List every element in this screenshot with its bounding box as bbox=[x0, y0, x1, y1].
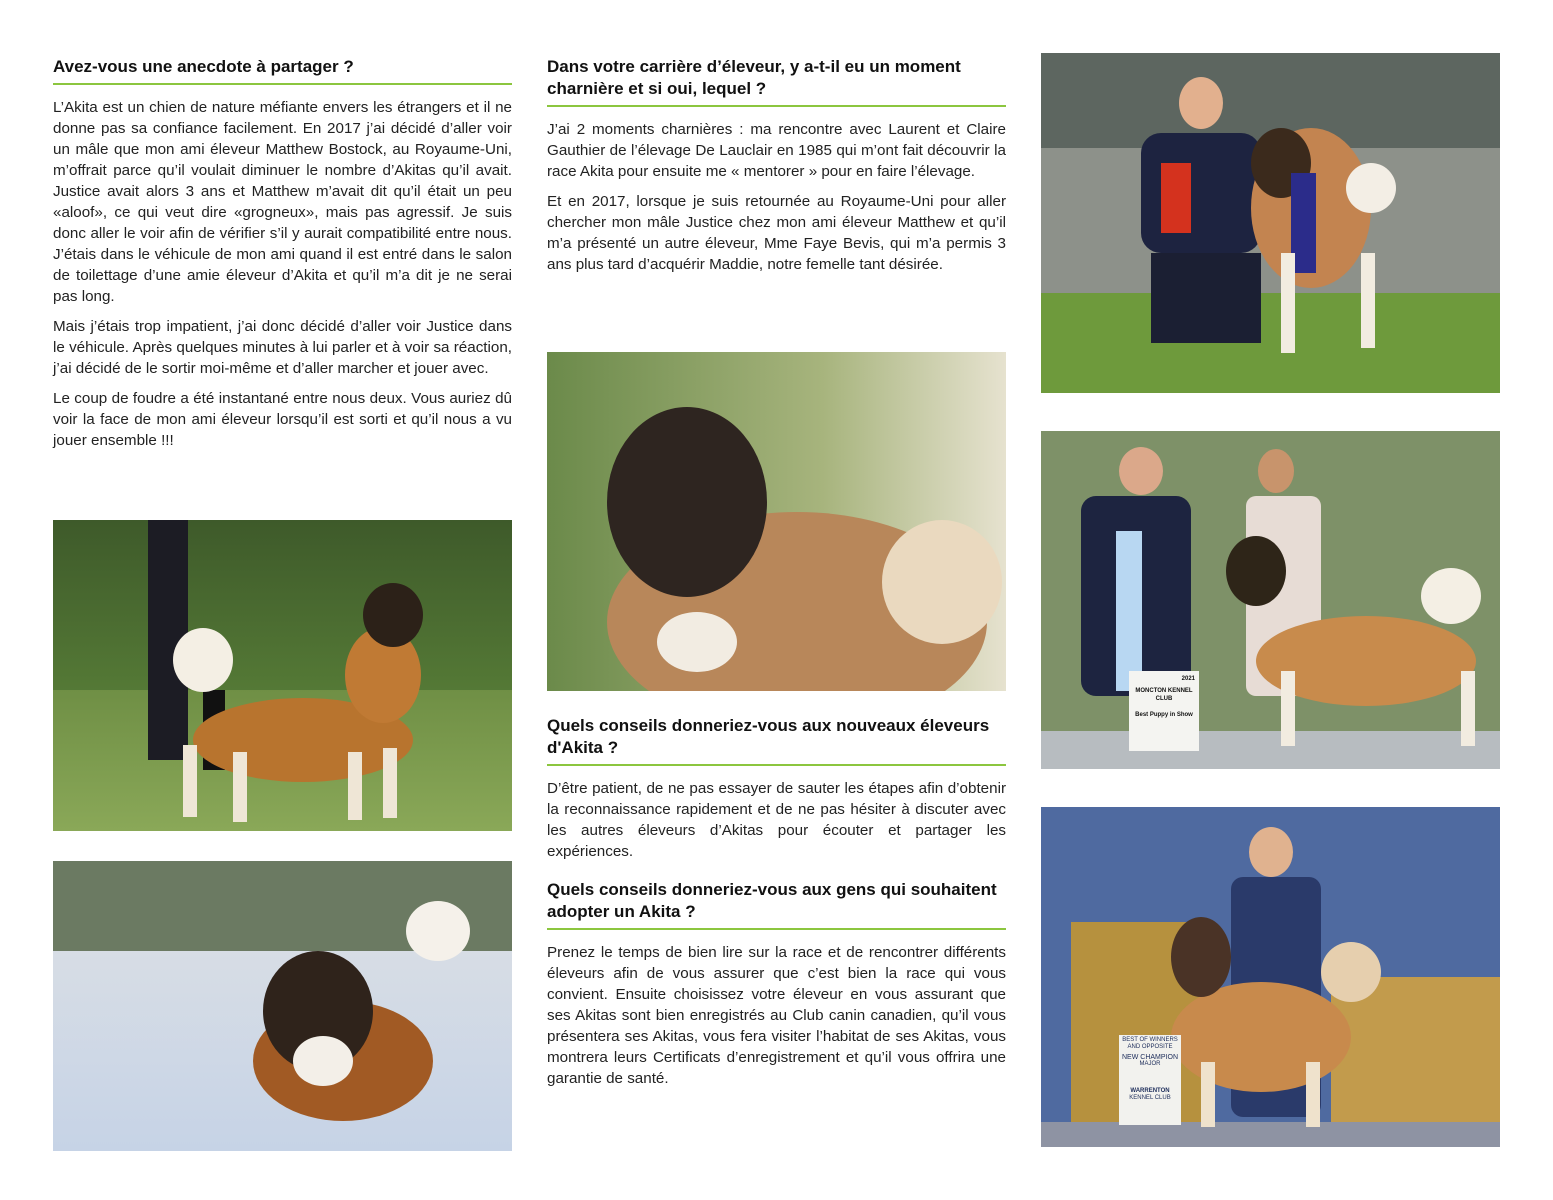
photo-man-with-akita-ribbons bbox=[1041, 53, 1500, 393]
photo-akita-head-closeup bbox=[547, 352, 1006, 691]
warrenton-sign-sub: KENNEL CLUB bbox=[1129, 1095, 1171, 1101]
warrenton-sign-line2: NEW CHAMPION bbox=[1122, 1054, 1178, 1061]
photo-akita-standing-grass bbox=[53, 520, 512, 831]
new-breeders-heading: Quels conseils donneriez-vous aux nouveaux éleveurs d'Akita ? bbox=[547, 715, 1006, 766]
photo-akita-snow bbox=[53, 861, 512, 1151]
moncton-sign-club: MONCTON KENNEL CLUB bbox=[1135, 688, 1193, 702]
column-middle-lower bbox=[547, 715, 1006, 1089]
adopters-paragraph: Prenez le temps de bien lire sur la race et de rencontrer différents éleveurs afin de vous assurer que c’est bien la race qui vous convient. Ensuite choisissez votre éleveur en vous assurant que ses Akitas sont bien enregistrés au Club canin canadien, qu’il vous présentera ses Akitas, vous fera visiter l’habitat de ses Akitas, vous montrera leurs Certificats d’enregistrement et qu’il vous offrira une garantie de santé. bbox=[547, 944, 1006, 1087]
column-left bbox=[53, 56, 512, 451]
new-breeders-paragraph: D’être patient, de ne pas essayer de sauter les étapes afin d’obtenir la reconnaissance rapidement et de ne pas hésiter à discuter avec les autres éleveurs d’Akitas pour écouter et partager les expériences. bbox=[547, 780, 1006, 860]
column-middle bbox=[547, 56, 1006, 275]
turning-point-paragraph-1: J’ai 2 moments charnières : ma rencontre avec Laurent et Claire Gauthier de l’élevage De Lauclair en 1985 qui m’ont fait découvrir la race Akita pour ensuite me « mentorer » pour en faire l’élevage. bbox=[547, 121, 1006, 180]
photo-moncton-best-puppy bbox=[1041, 431, 1500, 769]
moncton-sign-award: Best Puppy in Show bbox=[1135, 712, 1193, 718]
anecdote-paragraph-2: Mais j’étais trop impatient, j’ai donc décidé d’aller voir Justice dans le véhicule. Après quelques minutes à lui parler et à voir sa réaction, j’ai décidé de le sortir moi-même et d’aller marcher et jouer avec. bbox=[53, 318, 512, 377]
warrenton-sign bbox=[1119, 1037, 1181, 1102]
warrenton-sign-line3: MAJOR bbox=[1139, 1061, 1161, 1067]
anecdote-paragraph-3: Le coup de foudre a été instantané entre nous deux. Vous auriez dû voir la face de mon ami éleveur lorsqu’il est sorti et qu’il nous a vu jouer ensemble !!! bbox=[53, 390, 512, 449]
turning-point-paragraph-2: Et en 2017, lorsque je suis retournée au Royaume-Uni pour aller chercher mon mâle Justice chez mon ami éleveur Matthew et qu’il m’a présenté un autre éleveur, Mme Faye Bevis, qui m’a permis 3 ans plus tard d’acquérir Maddie, notre femelle tant désirée. bbox=[547, 193, 1006, 273]
warrenton-sign-line1: BEST OF WINNERS AND OPPOSITE bbox=[1122, 1037, 1178, 1050]
warrenton-sign-club: WARRENTON bbox=[1130, 1088, 1170, 1094]
adopters-heading: Quels conseils donneriez-vous aux gens qui souhaitent adopter un Akita ? bbox=[547, 879, 1006, 930]
moncton-sign bbox=[1129, 671, 1199, 719]
moncton-sign-year: 2021 bbox=[1181, 676, 1195, 682]
photo-warrenton-champion bbox=[1041, 807, 1500, 1147]
anecdote-paragraph-1: L’Akita est un chien de nature méfiante envers les étrangers et il ne donne pas sa confiance facilement. En 2017 j’ai décidé d’aller voir un mâle que mon ami éleveur Matthew Bostock, au Royaume-Uni, m’offrait parce qu’il voulait diminuer le nombre d’Akitas qu’il avait. Justice avait alors 3 ans et Matthew m’avait dit qu’il était un peu «aloof», ce qui veut dire «grogneux», mais pas agressif. Je suis donc aller le voir afin de vérifier s’il y aurait compatibilité entre nous. J’étais dans le véhicule de mon ami quand il est entré dans le salon de toilettage d’une amie éleveur d’Akita et qu’il m’a dit je ne serai pas long. bbox=[53, 99, 512, 305]
anecdote-heading: Avez-vous une anecdote à partager ? bbox=[53, 56, 512, 85]
turning-point-heading: Dans votre carrière d’éleveur, y a-t-il eu un moment charnière et si oui, lequel ? bbox=[547, 56, 1006, 107]
